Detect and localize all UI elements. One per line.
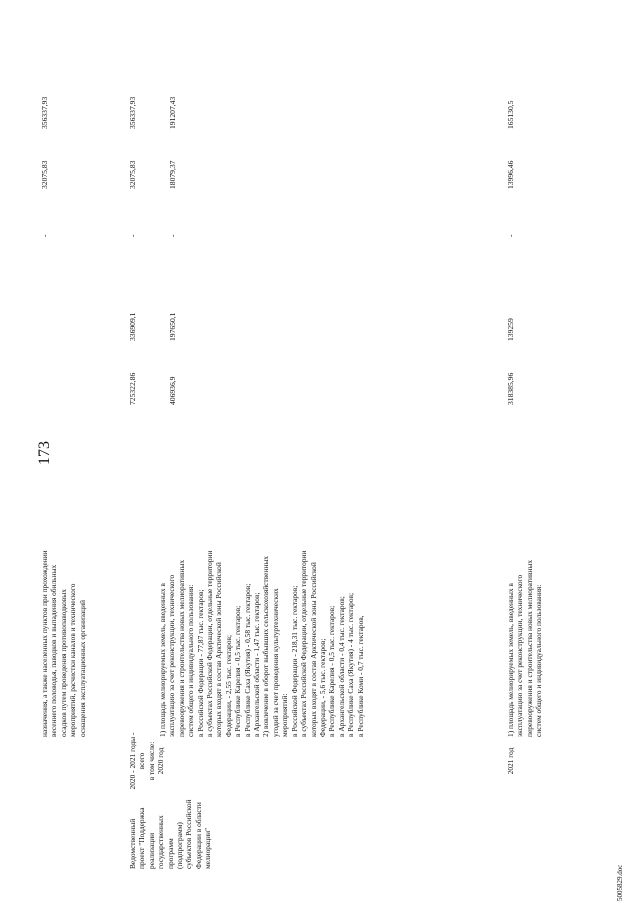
text-line: осадков путем проведения противопаводковых — [58, 589, 68, 737]
text-line: в Республике Карелия - 0,5 тыс. гектаров; — [327, 605, 337, 737]
row-2020-text — [158, 417, 365, 737]
total-value-4: 32075,83 — [128, 160, 137, 189]
period-line: 2020 - 2021 годы - — [128, 732, 137, 790]
value-2021-4: 13996,46 — [506, 160, 515, 189]
value-2020-2: 197650,1 — [168, 312, 177, 341]
text-line: перевооружения и строительства новых мелиоративных — [524, 559, 534, 737]
text-line: в Российской Федерации - 218,31 тыс. гектаров; — [289, 585, 299, 737]
project-line: субъектов Российской — [184, 799, 194, 869]
text-line: в Архангельской области - 1,47 тыс. гектаров; — [252, 592, 262, 737]
project-line: Федерации в области — [193, 802, 203, 869]
project-line: Ведомственный — [128, 818, 137, 869]
value-2020-3: - — [168, 234, 177, 237]
file-name: 5005829.doc — [616, 864, 624, 901]
text-line: Федерации, - 5,6 тыс. гектаров; — [317, 638, 327, 737]
text-line: в Республике Саха (Якутия) - 0,58 тыс. гектаров; — [242, 583, 252, 737]
text-line: Федерации, - 2,55 тыс. гектаров; — [223, 634, 233, 737]
text-line: в Республике Коми - 0,7 тыс. гектаров, — [355, 615, 365, 737]
total-value-2: 336909,1 — [128, 312, 137, 341]
text-line: эксплуатацию за счет реконструкции, технического — [167, 574, 177, 737]
row-2021-text — [506, 417, 544, 737]
top-continuation-text — [40, 417, 87, 737]
text-line: в Российской Федерации - 77,87 тыс. гектаров; — [195, 589, 205, 737]
text-line: в Республике Карелия - 0,5 тыс. гектаров; — [233, 605, 243, 737]
text-line: мероприятий: — [280, 693, 290, 737]
project-line: реализации — [146, 832, 156, 869]
project-line: программ — [165, 838, 175, 869]
text-line: назначения, а также населенных пунктов при прохождении — [40, 550, 49, 737]
period-line: в том числе: — [146, 741, 156, 781]
project-line: проект "Поддержка — [137, 807, 147, 869]
total-value-5: 356337,93 — [128, 96, 137, 129]
text-line: эксплуатацию за счет реконструкции, технического — [515, 574, 525, 737]
text-line: 1) площадь мелиорируемых земель, введенных в — [158, 583, 167, 737]
project-line: мелиорации" — [203, 827, 213, 869]
total-value-1: 725322,86 — [128, 372, 137, 405]
value-2021-3: - — [506, 234, 515, 237]
project-line: (подпрограмм) — [175, 822, 185, 869]
period-year-2020: 2020 год — [156, 747, 166, 775]
text-line: перевооружения и строительства новых мелиоративных — [176, 559, 186, 737]
text-line: в Архангельской области - 0,4 тыс. гектаров; — [336, 596, 346, 737]
text-line: весеннего половодья, паводков и выпадения обильных — [49, 564, 59, 737]
value-2021-5: 165130,5 — [506, 100, 515, 129]
top-value-2: 356337,93 — [40, 96, 49, 129]
text-line: угодий за счет проведения культуртехнических — [270, 588, 280, 737]
text-line: в Республике Саха (Якутия) - 4 тыс. гектаров; — [346, 592, 356, 737]
period-total — [128, 731, 166, 791]
text-line: систем общего и индивидуального пользования: — [186, 584, 196, 737]
top-value-1: 32075,83 — [40, 160, 49, 189]
text-line: 2) вовлечение в оборот выбывших сельскохозяйственных — [261, 556, 271, 737]
text-line: в субъектах Российской Федерации, отдельные территории — [205, 550, 215, 737]
value-2021-1: 318385,96 — [506, 372, 515, 405]
top-value-dash: - — [40, 234, 49, 237]
text-line: оснащения эксплуатационных организаций — [77, 599, 87, 737]
period-year-2021: 2021 год — [506, 747, 515, 775]
text-line: мероприятий, расчистки каналов и технического — [68, 583, 78, 737]
total-value-3: - — [128, 234, 137, 237]
value-2020-1: 406936,9 — [168, 376, 177, 405]
text-line: систем общего и индивидуального пользования: — [534, 584, 544, 737]
period-line: всего — [137, 752, 147, 770]
text-line: в субъектах Российской Федерации, отдельные территории — [299, 550, 309, 737]
value-2020-5: 191207,43 — [168, 96, 177, 129]
text-line: которых входят в состав Арктической зоны Российской — [308, 562, 318, 737]
value-2020-4: 18079,37 — [168, 160, 177, 189]
text-line: которых входят в состав Арктической зоны Российской — [214, 562, 224, 737]
page-number: 173 — [36, 441, 53, 465]
value-2021-2: 139259 — [506, 318, 515, 341]
project-line: государственных — [156, 815, 166, 869]
text-line: 1) площадь мелиорируемых земель, введенных в — [506, 583, 515, 737]
